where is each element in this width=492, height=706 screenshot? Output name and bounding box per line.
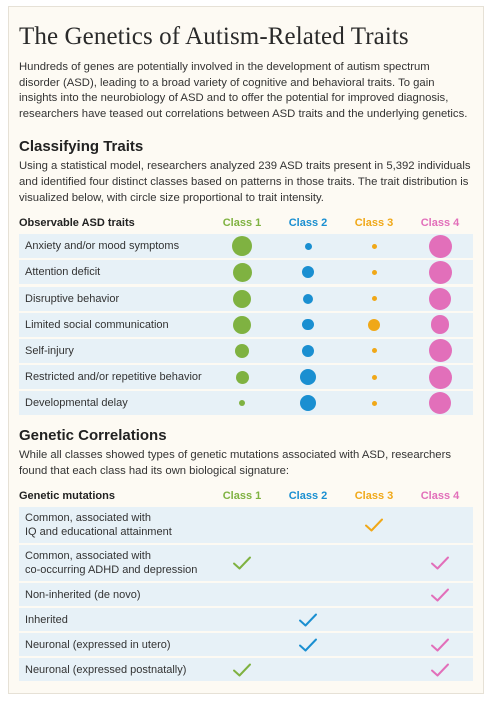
trait-row [19,287,473,311]
intensity-dot-class-1 [235,344,249,358]
genetic-mutation-label [19,664,209,676]
class-2-cell [275,608,341,631]
traits-table-header [19,212,473,234]
genetic-row [19,658,473,681]
class-2-cell [275,507,341,543]
genetic-mutation-label-line: IQ and educational attainment [25,526,172,539]
class-1-cell [209,507,275,543]
class-4-cell [407,608,473,631]
class-4-cell [407,339,473,363]
section-description-traits: Using a statistical model, researchers analyzed 239 ASD traits present in 5,392 individuals and identified four distinct classes based on patterns in those traits. The trait distribution is visualized below, with circle size proportional to trait intensity. [19,160,471,204]
trait-row [19,391,473,415]
intensity-dot-class-1 [232,236,252,256]
traits-table [19,234,473,415]
class-2-cell [275,658,341,681]
class-4-cell [407,313,473,337]
trait-row [19,260,473,284]
checkmark-icon [231,662,253,678]
class-2-cell [275,339,341,363]
intensity-dot-class-3 [372,401,377,406]
class-1-cell [209,608,275,631]
genetics-column-header: Genetic mutations [19,490,115,503]
class-3-cell [341,339,407,363]
checkmark-icon [429,637,451,653]
intensity-dot-class-2 [305,243,312,250]
class-2-cell [275,313,341,337]
class-3-cell [341,583,407,606]
trait-row [19,365,473,389]
class-1-header: Class 1 [222,217,262,230]
checkmark-icon [297,612,319,628]
section-title-classifying-traits: Classifying Traits [19,138,144,156]
class-3-header: Class 3 [354,490,394,503]
class-1-cell [209,365,275,389]
class-1-cell [209,545,275,581]
class-3-cell [341,313,407,337]
class-4-cell [407,287,473,311]
genetic-mutation-label-line: Common, associated with [25,550,151,563]
class-4-cell [407,234,473,258]
trait-label: Limited social communication [25,318,169,331]
checkmark-icon [363,517,385,533]
genetic-mutation-label [19,511,209,539]
trait-label: Disruptive behavior [25,292,120,305]
checkmark-icon [429,555,451,571]
class-3-cell [341,545,407,581]
intensity-dot-class-2 [300,369,316,385]
class-4-cell [407,260,473,284]
trait-label: Self-injury [25,344,74,357]
genetic-mutation-label [19,614,209,626]
intro-paragraph: Hundreds of genes are potentially involved in the development of autism spectrum disorder (ASD), leading to a broad variety of cognitive and behavioral traits. To gain insights into the neurobiology of ASD and to offer the potential for improved diagnosis, researchers have teased out correlations between ASD traits and the underlying genetics. [19,61,468,120]
traits-column-header: Observable ASD traits [19,217,135,230]
genetic-row [19,608,473,631]
intensity-dot-class-3 [372,296,377,301]
intensity-dot-class-2 [300,395,316,411]
class-2-header: Class 2 [288,217,328,230]
infographic-card [8,6,484,694]
intensity-dot-class-4 [429,235,452,258]
class-1-cell [209,313,275,337]
genetic-row [19,633,473,656]
genetic-mutation-label-line: co-occurring ADHD and depression [25,564,198,577]
class-3-cell [341,391,407,415]
class-3-cell [341,365,407,389]
class-4-cell [407,633,473,656]
intensity-dot-class-4 [429,366,452,389]
intensity-dot-class-4 [429,392,451,414]
intensity-dot-class-4 [431,315,450,334]
class-1-cell [209,391,275,415]
class-4-cell [407,658,473,681]
class-4-header: Class 4 [420,217,460,230]
intensity-dot-class-2 [302,319,313,330]
intensity-dot-class-3 [368,319,380,331]
intensity-dot-class-3 [372,244,377,249]
class-1-cell [209,260,275,284]
trait-label: Attention deficit [25,266,101,279]
class-3-cell [341,507,407,543]
checkmark-icon [429,587,451,603]
intensity-dot-class-4 [429,339,452,362]
class-3-cell [341,633,407,656]
class-1-cell [209,583,275,606]
intensity-dot-class-3 [372,348,377,353]
intensity-dot-class-2 [302,266,314,278]
intensity-dot-class-1 [233,316,251,334]
genetic-mutation-label-line: Common, associated with [25,512,151,525]
class-1-header: Class 1 [222,490,262,503]
genetics-table [19,507,473,681]
class-4-cell [407,365,473,389]
class-2-cell [275,287,341,311]
genetic-mutation-label-line: Inherited [25,613,68,626]
intensity-dot-class-1 [239,400,245,406]
trait-row [19,313,473,337]
intensity-dot-class-1 [236,371,249,384]
trait-label: Anxiety and/or mood symptoms [25,240,180,253]
intensity-dot-class-2 [302,345,314,357]
genetic-mutation-label-line: Non-inherited (de novo) [25,588,141,601]
section-description-genetics: While all classes showed types of genetic mutations associated with ASD, researchers found that each class had its own biological signature: [19,449,451,477]
class-3-cell [341,658,407,681]
trait-row [19,234,473,258]
section-title-genetic-correlations: Genetic Correlations [19,427,167,445]
class-1-cell [209,287,275,311]
intensity-dot-class-3 [372,375,377,380]
class-3-cell [341,234,407,258]
class-4-cell [407,391,473,415]
intensity-dot-class-1 [233,290,251,308]
class-2-cell [275,583,341,606]
genetic-mutation-label [19,589,209,601]
checkmark-icon [231,555,253,571]
genetic-mutation-label [19,549,209,577]
genetic-row [19,507,473,543]
genetic-mutation-label-line: Neuronal (expressed in utero) [25,638,171,651]
class-2-cell [275,545,341,581]
page-title: The Genetics of Autism-Related Traits [19,23,409,50]
genetic-mutation-label-line: Neuronal (expressed postnatally) [25,663,187,676]
intensity-dot-class-2 [303,294,313,304]
class-4-cell [407,583,473,606]
class-2-cell [275,391,341,415]
genetic-mutation-label [19,639,209,651]
class-4-cell [407,545,473,581]
intensity-dot-class-4 [429,261,452,284]
genetics-table-header [19,485,473,507]
class-1-cell [209,234,275,258]
class-2-cell [275,234,341,258]
trait-label: Restricted and/or repetitive behavior [25,371,202,384]
genetic-row [19,583,473,606]
intensity-dot-class-3 [372,270,377,275]
class-1-cell [209,339,275,363]
genetic-row [19,545,473,581]
class-2-cell [275,365,341,389]
class-2-cell [275,633,341,656]
checkmark-icon [429,662,451,678]
checkmark-icon [297,637,319,653]
class-3-cell [341,608,407,631]
trait-label: Developmental delay [25,397,128,410]
intensity-dot-class-1 [233,263,252,282]
trait-row [19,339,473,363]
class-4-cell [407,507,473,543]
class-4-header: Class 4 [420,490,460,503]
class-1-cell [209,633,275,656]
class-2-header: Class 2 [288,490,328,503]
class-2-cell [275,260,341,284]
class-3-cell [341,260,407,284]
intensity-dot-class-4 [429,288,451,310]
class-3-header: Class 3 [354,217,394,230]
class-3-cell [341,287,407,311]
class-1-cell [209,658,275,681]
